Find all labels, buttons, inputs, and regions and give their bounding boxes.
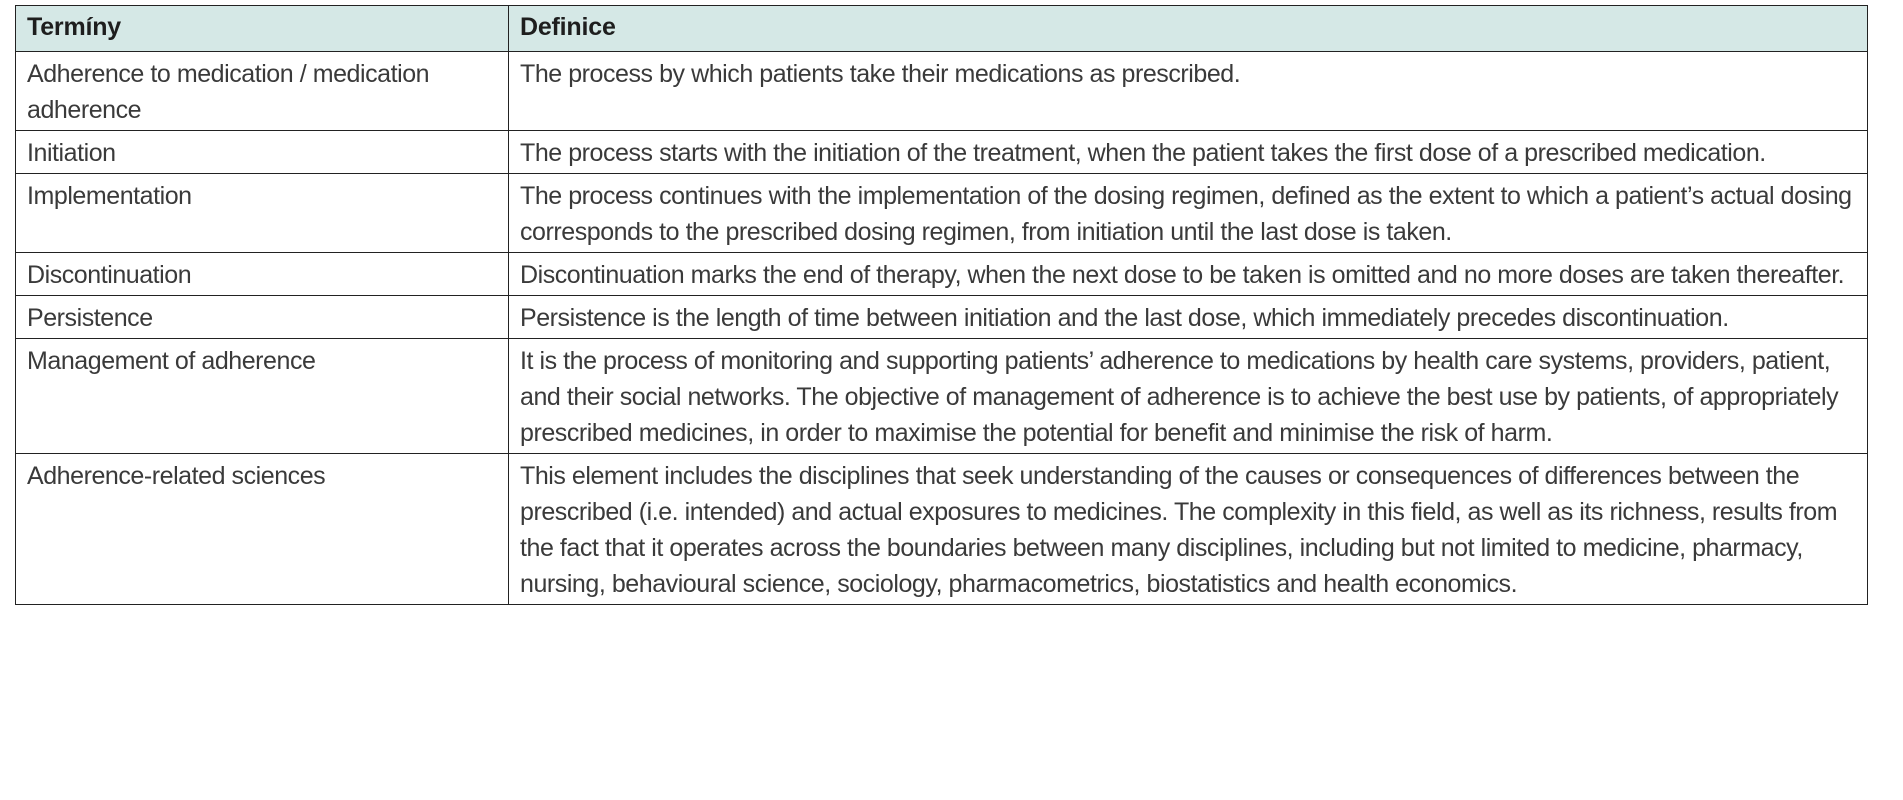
term-cell: Initiation (16, 131, 509, 174)
definition-cell: The process by which patients take their medications as prescribed. (509, 52, 1868, 131)
table-row (16, 253, 1868, 296)
definition-cell: Discontinuation marks the end of therapy, when the next dose to be taken is omitted and no more doses are taken thereafter. (509, 253, 1868, 296)
definition-cell: It is the process of monitoring and supporting patients’ adherence to medications by health care systems, providers, patient, and their social networks. The objective of management of adherence is to achieve the best use by patients, of appropriately prescribed medicines, in order to maximise the potential for benefit and minimise the risk of harm. (509, 339, 1868, 454)
table-row (16, 52, 1868, 131)
column-header-terms: Termíny (16, 6, 509, 52)
definitions-table-container (15, 5, 1867, 605)
table-row (16, 296, 1868, 339)
table-header (16, 6, 1868, 52)
definition-cell: The process continues with the implementation of the dosing regimen, defined as the extent to which a patient’s actual dosing corresponds to the prescribed dosing regimen, from initiation until the last dose is taken. (509, 174, 1868, 253)
table-row (16, 454, 1868, 605)
term-cell: Management of adherence (16, 339, 509, 454)
table-row (16, 174, 1868, 253)
term-cell: Persistence (16, 296, 509, 339)
term-cell: Adherence-related sciences (16, 454, 509, 605)
term-cell: Discontinuation (16, 253, 509, 296)
table-row (16, 339, 1868, 454)
definitions-table (15, 5, 1868, 605)
term-cell: Adherence to medication / medication adherence (16, 52, 509, 131)
definition-cell: This element includes the disciplines that seek understanding of the causes or consequences of differences between the prescribed (i.e. intended) and actual exposures to medicines. The complexity in this field, as well as its richness, results from the fact that it operates across the boundaries between many disciplines, including but not limited to medicine, pharmacy, nursing, behavioural science, sociology, pharmacometrics, biostatistics and health economics. (509, 454, 1868, 605)
table-body (16, 52, 1868, 605)
definition-cell: The process starts with the initiation of the treatment, when the patient takes the first dose of a prescribed medication. (509, 131, 1868, 174)
column-header-definition: Definice (509, 6, 1868, 52)
term-cell: Implementation (16, 174, 509, 253)
table-row (16, 131, 1868, 174)
header-row (16, 6, 1868, 52)
definition-cell: Persistence is the length of time between initiation and the last dose, which immediately precedes discontinuation. (509, 296, 1868, 339)
